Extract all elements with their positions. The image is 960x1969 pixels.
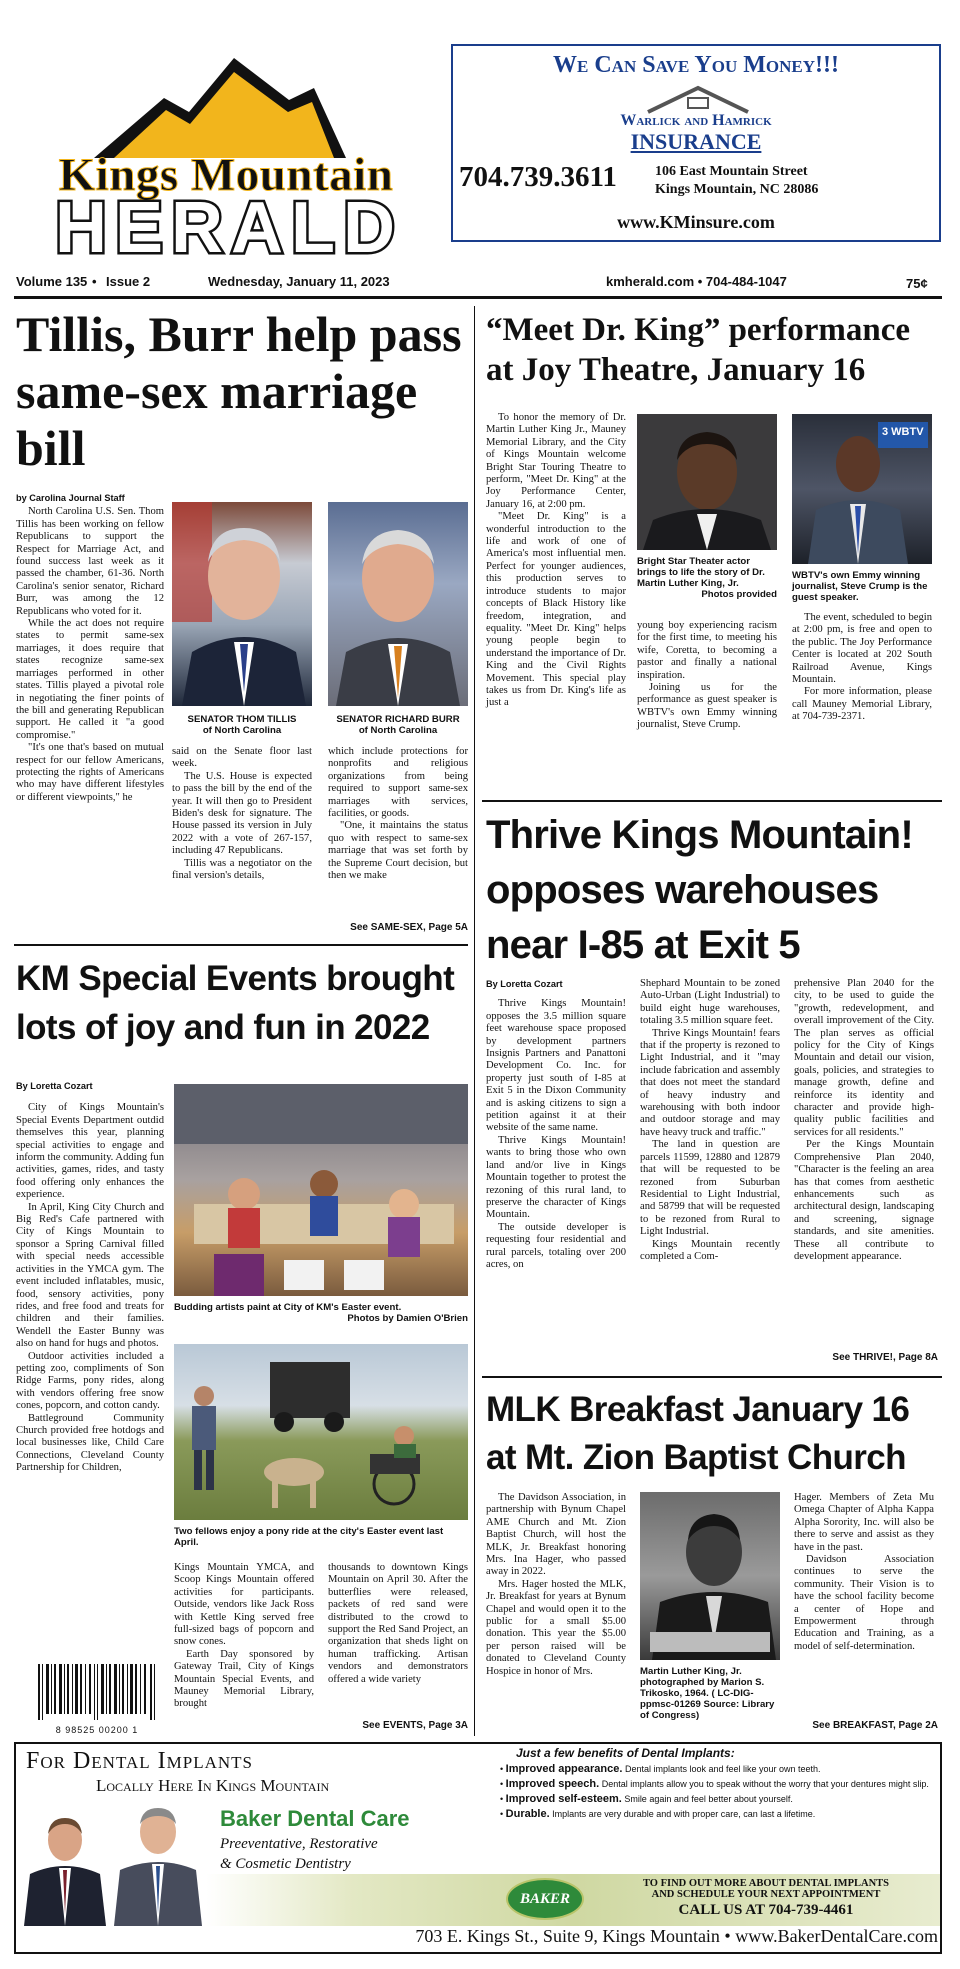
paragraph: "Meet Dr. King" is a wonderful introduction to the life and work of one of America's most influential men. Perfect for younger audiences, this production serves to introduce students to major concepts of Black History like freedom, integration, and equality. "Meet Dr. King" helps young people begin to understand the importance of Dr. King and the Civil Rights Movement. This special play takes us from Dr. King's life as just a (486, 511, 626, 709)
cta-phone[interactable]: CALL US AT 704-739-4461 (678, 1902, 854, 1918)
painting-scene-icon (174, 1084, 468, 1296)
benefit-text: Smile again and feel better about yourself. (621, 1794, 793, 1804)
photo-actor (637, 414, 777, 550)
dental-cta (596, 1878, 936, 1919)
volume: Volume 135 (16, 274, 88, 289)
burr-caption-name: SENATOR RICHARD BURR (336, 714, 460, 725)
story3-headline-line2: opposes warehouses (486, 868, 879, 912)
paragraph: The Davidson Association, in partnership with Bynum Chapel AME Church and Mt. Zion Baptist Church, will host the MLK, Jr. Breakfast honoring Mrs. Ina Hager, who passed away in 2022. (486, 1492, 626, 1578)
mountain-logo-icon (84, 40, 354, 160)
story3-col3 (794, 978, 934, 1263)
tillis-caption (172, 714, 312, 736)
portrait-icon (637, 414, 777, 550)
paragraph: Thrive Kings Mountain! wants to bring those who own land and/or live in Kings Mountain together to protest the rezoning of this rural land, to preserve the character of Kings Mountain. (486, 1134, 626, 1221)
paragraph: Kings Mountain YMCA, and Scoop Kings Mountain offered activities for participants. Outside, vendors like Jack Ross with Kettle King served free full-sized bags of popcorn and snow cones. (174, 1562, 314, 1648)
story1-col1 (16, 492, 164, 804)
story3-col1 (486, 978, 626, 1271)
dental-ad-title: For Dental Implants (26, 1748, 253, 1774)
paragraph: which include protections for nonprofits and religious organizations from being required to support same-sex marriages with services, facilities, or goods. (328, 746, 468, 820)
paragraph: Earth Day sponsored by Gateway Trail, City of Kings Mountain Special Events, and Mauney Memorial Library, brought (174, 1648, 314, 1710)
paragraph: For more information, please call Mauney Memorial Library, at 704-739-2371. (792, 686, 932, 723)
story1-col2 (172, 746, 312, 882)
paragraph: "One, it maintains the status quo with respect to same-sex marriage that was set forth by the Supreme Court decision, but then we make (328, 820, 468, 882)
insurance-company-insurance: INSURANCE (630, 129, 762, 154)
photo-richard-burr (328, 502, 468, 706)
dental-business-name: Baker Dental Care (220, 1806, 410, 1831)
story2-headline-line1: “Meet Dr. King” performance (486, 312, 910, 348)
dental-footer[interactable]: 703 E. Kings St., Suite 9, Kings Mountain • www.BakerDentalCare.com (415, 1926, 938, 1946)
burr-caption (328, 714, 468, 736)
tillis-caption-name: SENATOR THOM TILLIS (187, 714, 297, 725)
photo-pony-ride (174, 1344, 468, 1520)
paragraph: The land in question are parcels 11599, 12880 and 12879 that will be requested to be rezoned from Suburban Residential to Light Industrial, and 58799 that will be requested to be rezoned from Rural to Light Industrial. (640, 1139, 780, 1238)
paragraph: Joining us for the performance as guest speaker is WBTV's own Emmy winning journalist, Steve Crump. (637, 682, 777, 731)
main-column-divider (474, 306, 475, 1736)
dateline (16, 274, 942, 294)
portrait-icon (172, 502, 312, 706)
baker-logo (506, 1878, 584, 1920)
story3-headline-line3: near I-85 at Exit 5 (486, 923, 800, 967)
paragraph: Outdoor activities included a petting zoo, compliments of Son Ridge Farms, pony rides, along with vendors offering free snow cones, popcorn, and cotton candy. (16, 1350, 164, 1412)
story5-headline-line1: MLK Breakfast January 16 (486, 1390, 910, 1429)
paragraph: Per the Kings Mountain Comprehensive Plan 2040, "Character is the feeling an area has that comes from aesthetic enhancements such as architectural design, landscaping and screening, signage standards, and site amenities. These all contribute to development appearance. (794, 1139, 934, 1262)
benefit-bold: Improved self-esteem. (505, 1793, 622, 1805)
benefits-title: Just a few benefits of Dental Implants: (516, 1746, 735, 1760)
portrait-icon (640, 1492, 780, 1660)
benefit-text: Dental implants allow you to speak without the worry that your dentures might slip. (599, 1779, 929, 1789)
story3-rule (482, 1376, 942, 1378)
benefit-bold: Improved speech. (505, 1778, 600, 1790)
actor-caption-credit: Photos provided (701, 589, 777, 600)
paragraph: To honor the memory of Dr. Martin Luther King Jr., Mauney Memorial Library, and the City of Kings Mountain welcome Bright Star Touring Theatre to perform, "Meet Dr. King" at the Joy Performance Center, January 16, at 2:00 pm. (486, 412, 626, 510)
photo-budding-artists (174, 1084, 468, 1296)
house-roof-icon (643, 84, 753, 114)
story4-byline: By Loretta Cozart (16, 1081, 93, 1091)
insurance-url[interactable]: www.KMinsure.com (617, 212, 775, 232)
story5-jump[interactable]: See BREAKFAST, Page 2A (812, 1720, 938, 1731)
actor-caption (637, 556, 777, 600)
story2-col3 (792, 612, 932, 724)
story3-headline-line1: Thrive Kings Mountain! (486, 813, 913, 857)
photo-steve-crump (792, 414, 932, 564)
pony-caption: Two fellows enjoy a pony ride at the city's Easter event last April. (174, 1526, 444, 1548)
story1-headline: Tillis, Burr help pass same-sex marriage bill (16, 306, 462, 476)
dentist-portrait-icon (112, 1796, 204, 1926)
website-phone: kmherald.com • 704-484-1047 (606, 274, 787, 289)
paragraph: Thrive Kings Mountain! fears that if the property is rezoned to Light Industrial, and it "may include fabrication and assembly that does not meet the standard of heavy industry and warehousing with both indoor and outdoor storage and may have heavy truck and traffic." (640, 1027, 780, 1138)
story5-headline-line2: at Mt. Zion Baptist Church (486, 1438, 906, 1477)
benefit-bold: Durable. (505, 1808, 550, 1820)
story4-headline-line1: KM Special Events brought (16, 959, 455, 998)
insurance-address2: Kings Mountain, NC 28086 (655, 182, 819, 197)
benefit-item: • Durable. Implants are very durable and with proper care, can last a lifetime. (500, 1808, 816, 1820)
barcode-icon (34, 1664, 160, 1720)
paragraph: Tillis was a negotiator on the final version's details, (172, 857, 312, 882)
dental-services-line2: & Cosmetic Dentistry (220, 1856, 351, 1872)
story1-jump[interactable]: See SAME-SEX, Page 5A (350, 922, 468, 933)
barcode (34, 1664, 160, 1735)
insurance-address1: 106 East Mountain Street (655, 164, 808, 179)
photo-dentist-left (20, 1806, 110, 1926)
paragraph: Shephard Mountain to be zoned Auto-Urban (Light Industrial) to build eight huge warehouses, totaling 3.5 million square feet. (640, 978, 780, 1027)
story4-col3 (328, 1562, 468, 1686)
cta-line2: AND SCHEDULE YOUR NEXT APPOINTMENT (651, 1889, 881, 1900)
insurance-company-name: Warlick and Hamrick (620, 112, 772, 129)
pony-ride-scene-icon (174, 1344, 468, 1520)
paragraph: The U.S. House is expected to pass the bill by the end of the year. It will then go to President Biden's desk for signature. The House passed its version in July 2022 with a vote of 267-157, including 47 Republicans. (172, 770, 312, 857)
paragraph: Thrive Kings Mountain! opposes the 3.5 million square feet warehouse space proposed by development partners Insignis Partners and Panattoni Development Co. Inc. for property just south of I-85 at Exit 5 in the Dixon Community and is asking citizens to sign a petition against it at their website of the same name. (486, 998, 626, 1134)
masthead (14, 40, 439, 270)
paragraph: Mrs. Hager hosted the MLK, Jr. Breakfast for years at Bynum Chapel and would open it to the public for a small $5.00 donation. This year the $5.00 per person raised will be donated to Cleveland County Hospice in honor of Mrs. (486, 1578, 626, 1677)
dental-ad[interactable] (14, 1742, 942, 1954)
actor-caption-text: Bright Star Theater actor brings to life the story of Dr. Martin Luther King, Jr. (637, 556, 765, 589)
crump-caption: WBTV's own Emmy winning journalist, Steve Crump is the guest speaker. (792, 570, 928, 603)
portrait-icon (328, 502, 468, 706)
benefit-bold: Improved appearance. (505, 1763, 623, 1775)
story4-col2 (174, 1562, 314, 1711)
story5-col1 (486, 1492, 626, 1678)
paragraph: City of Kings Mountain's Special Events Department outdid themselves this year, planning special activities to engage and inform the community. Adding fun activities, games, rides, and tasty food offering only enhances the experience. (16, 1102, 164, 1201)
paragraph: "It's one that's based on mutual respect for our fellow Americans, protecting the rights of Americans who may have different lifestyles or different viewpoints," he (16, 742, 164, 803)
wbtv-logo: 3 WBTV (882, 426, 924, 438)
benefit-item: • Improved speech. Dental implants allow you to speak without the worry that your dentures might slip. (500, 1778, 929, 1790)
dentist-portrait-icon (20, 1806, 110, 1926)
benefit-text: Implants are very durable and with proper care, can last a lifetime. (549, 1809, 816, 1819)
story4-headline-line2: lots of joy and fun in 2022 (16, 1008, 430, 1047)
masthead-title-top: Kings Mountain (58, 149, 394, 201)
artists-caption-text: Budding artists paint at City of KM's Easter event. (174, 1302, 402, 1313)
dental-services-line1: Preeventative, Restorative (220, 1836, 378, 1852)
artists-caption-credit: Photos by Damien O'Brien (347, 1313, 468, 1324)
price: 75¢ (906, 276, 928, 291)
paragraph: Davidson Association continues to serve the community. Their Vision is to have the school facility become a center of Hope and Empowerment through Education and Training, as a model of self-determination. (794, 1554, 934, 1652)
story1-rule (14, 944, 468, 946)
story2-headline-line2: at Joy Theatre, January 16 (486, 352, 866, 388)
dateline-bullet: • (92, 274, 97, 289)
story4-headline (16, 954, 466, 1052)
paragraph: In April, King City Church and Big Red's Cafe partnered with City of Kings Mountain to sponsor a Spring Carnival filled with special needs accessible activities in the YMCA gym. The event included inflatables, music, food, sensory activities, pony rides, and free food and treats for children and their families. Wendell the Easter Bunny was also on hand for hugs and photos. (16, 1201, 164, 1350)
cta-line1: TO FIND OUT MORE ABOUT DENTAL IMPLANTS (642, 1878, 890, 1889)
story3-jump[interactable]: See THRIVE!, Page 8A (832, 1352, 938, 1363)
story3-headline (486, 808, 942, 973)
paragraph: While the act does not require states to permit same-sex marriages, it does require that states recognize same-sex marriages performed in other states. Tillis played a pivotal role in negotiating the finer points of the bill and generating Republican support. He called it "a good compromise." (16, 618, 164, 741)
paragraph: young boy experiencing racism for the first time, to meeting his wife, Coretta, to becoming a pastor and finally a national inspiration. (637, 620, 777, 681)
baker-logo-text: BAKER (519, 1891, 571, 1907)
story2-rule (482, 800, 942, 802)
paragraph: The event, scheduled to begin at 2:00 pm, is free and open to the public. The Joy Performance Center is located at 202 South Railroad Avenue, Kings Mountain. (792, 612, 932, 686)
photo-mlk (640, 1492, 780, 1660)
paragraph: North Carolina U.S. Sen. Thom Tillis has been working on fellow Republicans to support the Respect for Marriage Act, and found success last week as it passed the chamber, 61-36. North Carolina's senior senator, Richard Burr, was among the 12 Republicans who voted for it. (16, 506, 164, 617)
story2-headline (486, 310, 942, 390)
mlk-caption: Martin Luther King, Jr. photographed by Marion S. Trikosko, 1964. ( LC-DIG-ppmsc-01269 Source: Library of Congress) (640, 1666, 775, 1721)
paragraph: Hager. Members of Zeta Mu Omega Chapter of Alpha Kappa Alpha Sorority, Inc. will also be there to serve and assist as they have in the past. (794, 1492, 934, 1553)
paragraph: said on the Senate floor last week. (172, 746, 312, 770)
story1-byline: by Carolina Journal Staff (16, 493, 125, 503)
story1-col3 (328, 746, 468, 882)
paragraph: prehensive Plan 2040 for the city, to be used to guide the "growth, redevelopment, and overall improvement of the City. The plan serves as official policy for the City of Kings Mountain and detail our vision, goals, policies, and strategies to manage growth, define and reinforce its identity and character and provide high-quality public facilities and services for all residents." (794, 978, 934, 1138)
story3-byline: By Loretta Cozart (486, 979, 563, 989)
story5-headline (486, 1386, 942, 1482)
benefit-item: • Improved appearance. Dental implants look and feel like your own teeth. (500, 1763, 821, 1775)
photo-thom-tillis (172, 502, 312, 706)
barcode-number: 8 98525 00200 1 (55, 1725, 139, 1735)
paragraph: Battleground Community Church provided free hotdogs and local businesses like, Child Care Connections, Cleveland County Partnership for Children, (16, 1412, 164, 1474)
date: Wednesday, January 11, 2023 (208, 274, 390, 289)
insurance-phone[interactable]: 704.739.3611 (459, 161, 617, 193)
issue: Issue 2 (106, 274, 151, 289)
story5-col2 (794, 1492, 934, 1653)
story2-col1 (486, 412, 626, 710)
benefit-text: Dental implants look and feel like your own teeth. (622, 1764, 821, 1774)
story4-jump[interactable]: See EVENTS, Page 3A (362, 1720, 468, 1731)
paragraph: thousands to downtown Kings Mountain on April 30. After the butterflies were released, packets of red sand were distributed to the crowd to support the Red Sand Project, an organization that sheds light on human trafficking. Artisan vendors and demonstrators offered a wide variety (328, 1562, 468, 1685)
insurance-ad-headline: We Can Save You Money!!! (553, 52, 839, 78)
story4-col1 (16, 1080, 164, 1475)
masthead-rule (14, 296, 942, 299)
burr-caption-state: of North Carolina (358, 725, 438, 736)
story3-col2 (640, 978, 780, 1263)
story2-col2 (637, 620, 777, 732)
tillis-caption-state: of North Carolina (202, 725, 282, 736)
paragraph: The outside developer is requesting four residential and rural parcels, totaling over 200 acres, on (486, 1221, 626, 1270)
benefits-list (500, 1762, 940, 1822)
dental-ad-subtitle: Locally Here In Kings Mountain (96, 1776, 330, 1795)
photo-dentist-right (112, 1796, 204, 1926)
benefit-item: • Improved self-esteem. Smile again and feel better about yourself. (500, 1793, 793, 1805)
insurance-ad[interactable] (451, 44, 941, 242)
masthead-title-bottom: HERALD (55, 188, 403, 268)
paragraph: Kings Mountain recently completed a Com- (640, 1238, 780, 1262)
artists-caption (174, 1302, 468, 1324)
